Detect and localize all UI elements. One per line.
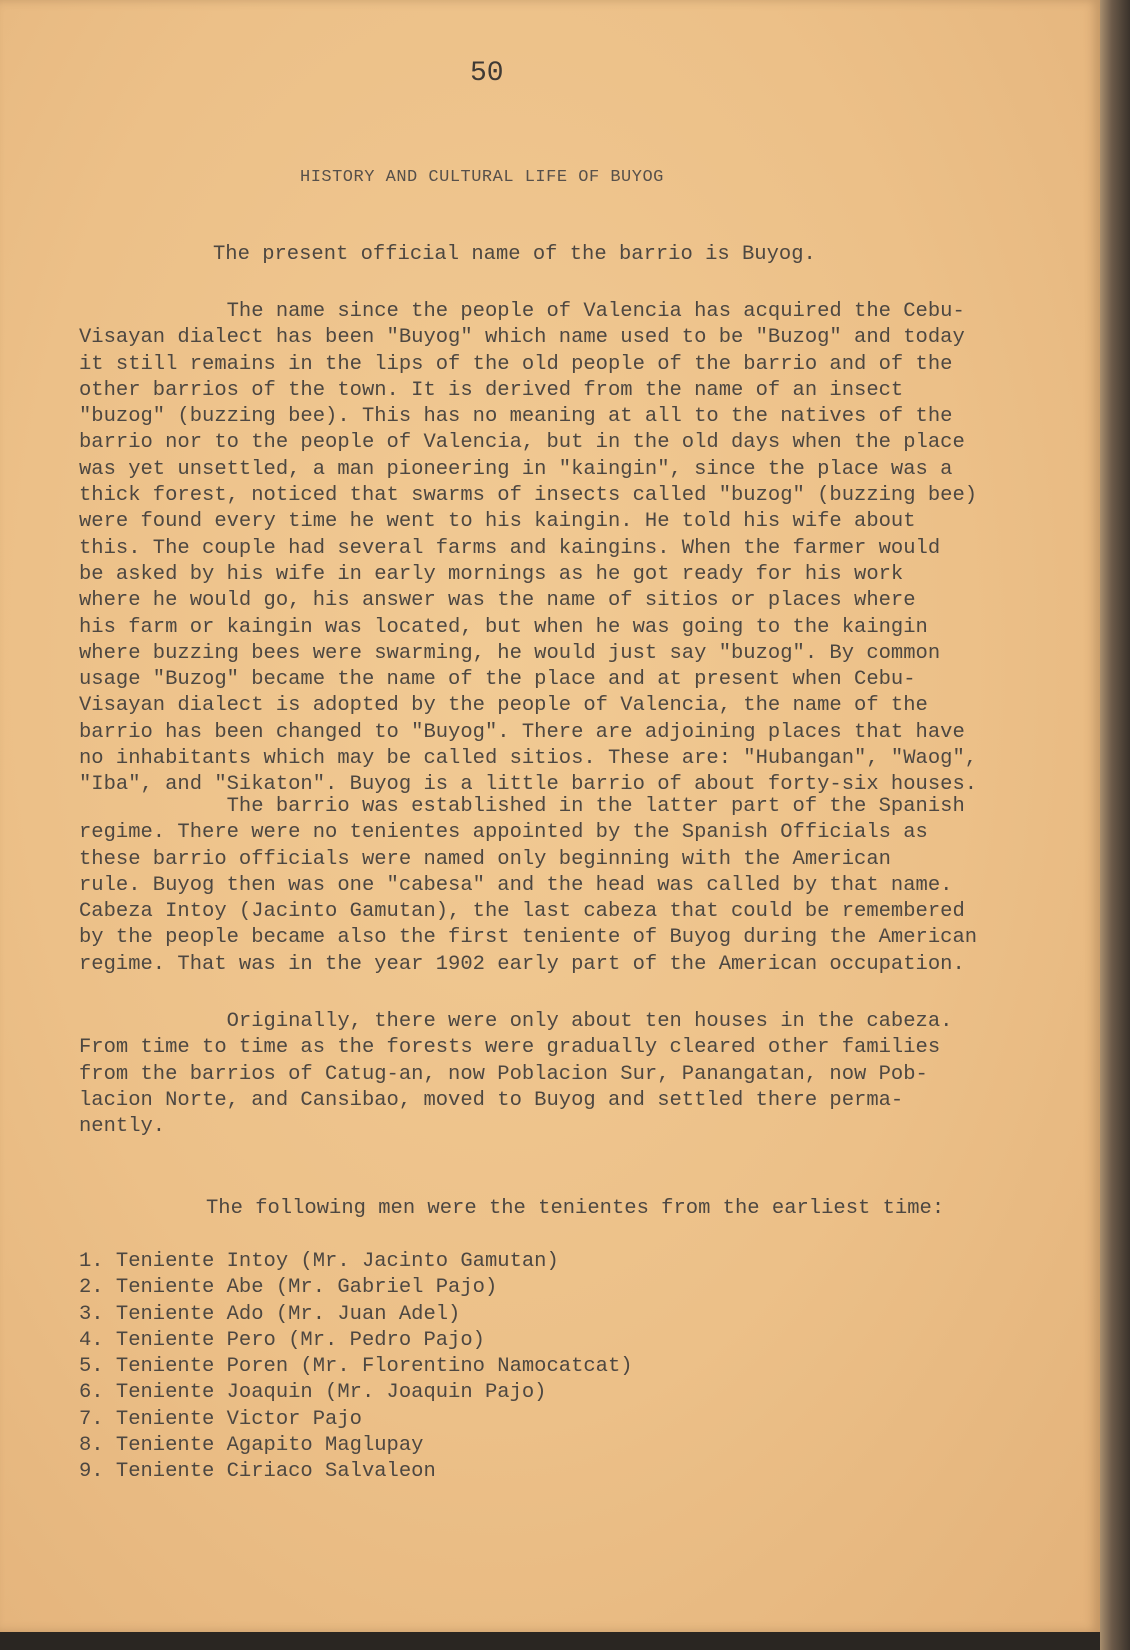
document-title: HISTORY AND CULTURAL LIFE OF BUYOG — [300, 168, 664, 187]
paragraph-tenientes-intro: The following men were the tenientes from the earliest time: — [206, 1197, 945, 1220]
list-item: 1. Teniente Intoy (Mr. Jacinto Gamutan) — [79, 1250, 559, 1273]
paragraph-official-name: The present official name of the barrio is Buyog. — [213, 243, 816, 266]
list-item: 5. Teniente Poren (Mr. Florentino Namocatcat) — [79, 1355, 633, 1379]
binding-edge — [1100, 0, 1130, 1650]
list-item: 4. Teniente Pero (Mr. Pedro Pajo) — [79, 1328, 485, 1352]
list-item: 9. Teniente Ciriaco Salvaleon — [79, 1460, 436, 1484]
list-item: 2. Teniente Abe (Mr. Gabriel Pajo) — [79, 1276, 498, 1300]
tenientes-list — [79, 1249, 633, 1486]
paragraph-settlement: Originally, there were only about ten houses in the cabeza. From time to time as the forests were gradually cleared other families from the barrios of Catug-an, now Poblacion Sur, Panangatan, now Pob- lacion Norte, and Cansibao, moved to Buyog and settled there perma- nently. — [79, 1010, 953, 1139]
list-item: 8. Teniente Agapito Maglupay — [79, 1434, 424, 1458]
page-number: 50 — [470, 58, 504, 89]
list-item: 3. Teniente Ado (Mr. Juan Adel) — [79, 1302, 461, 1326]
paragraph-establishment: The barrio was established in the latter part of the Spanish regime. There were no tenientes appointed by the Spanish Officials as these barrio officials were named only beginning with the American rule. Buyog then was one "cabesa" and the head was called by that name. Cabeza Intoy (Jacinto Gamutan), the last cabeza that could be remembered by the people became also the first teniente of Buyog during the American regime. That was in the year 1902 early part of the American occupation. — [79, 795, 978, 976]
list-item: 6. Teniente Joaquin (Mr. Joaquin Pajo) — [79, 1381, 547, 1405]
list-item: 7. Teniente Victor Pajo — [79, 1407, 362, 1431]
paragraph-name-origin: The name since the people of Valencia has acquired the Cebu- Visayan dialect has been "Buyog" which name used to be "Buzog" and today it still remains in the lips of the old people of the barrio and of the other barrios of the town. It is derived from the name of an insect "buzog" (buzzing bee). This has no meaning at all to the natives of the barrio nor to the people of Valencia, but in the old days when the place was yet unsettled, a man pioneering in "kaingin", since the place was a thick forest, noticed that swarms of insects called "buzog" (buzzing bee) were found every time he went to his kaingin. He told his wife about this. The couple had several farms and kaingins. When the farmer would be asked by his wife in early mornings as he got ready for his work where he would go, his answer was the name of sitios or places where his farm or kaingin was located, but when he was going to the kaingin where buzzing bees were swarming, he would just say "buzog". By common usage "Buzog" became the name of the place and at present when Cebu- Visayan dialect is adopted by the people of Valencia, the name of the barrio has been changed to "Buyog". There are adjoining places that have no inhabitants which may be called sitios. These are: "Hubangan", "Waog", "Iba", and "Sikaton". Buyog is a little barrio of about forty-six houses. — [79, 300, 978, 797]
bottom-edge — [0, 1632, 1100, 1650]
